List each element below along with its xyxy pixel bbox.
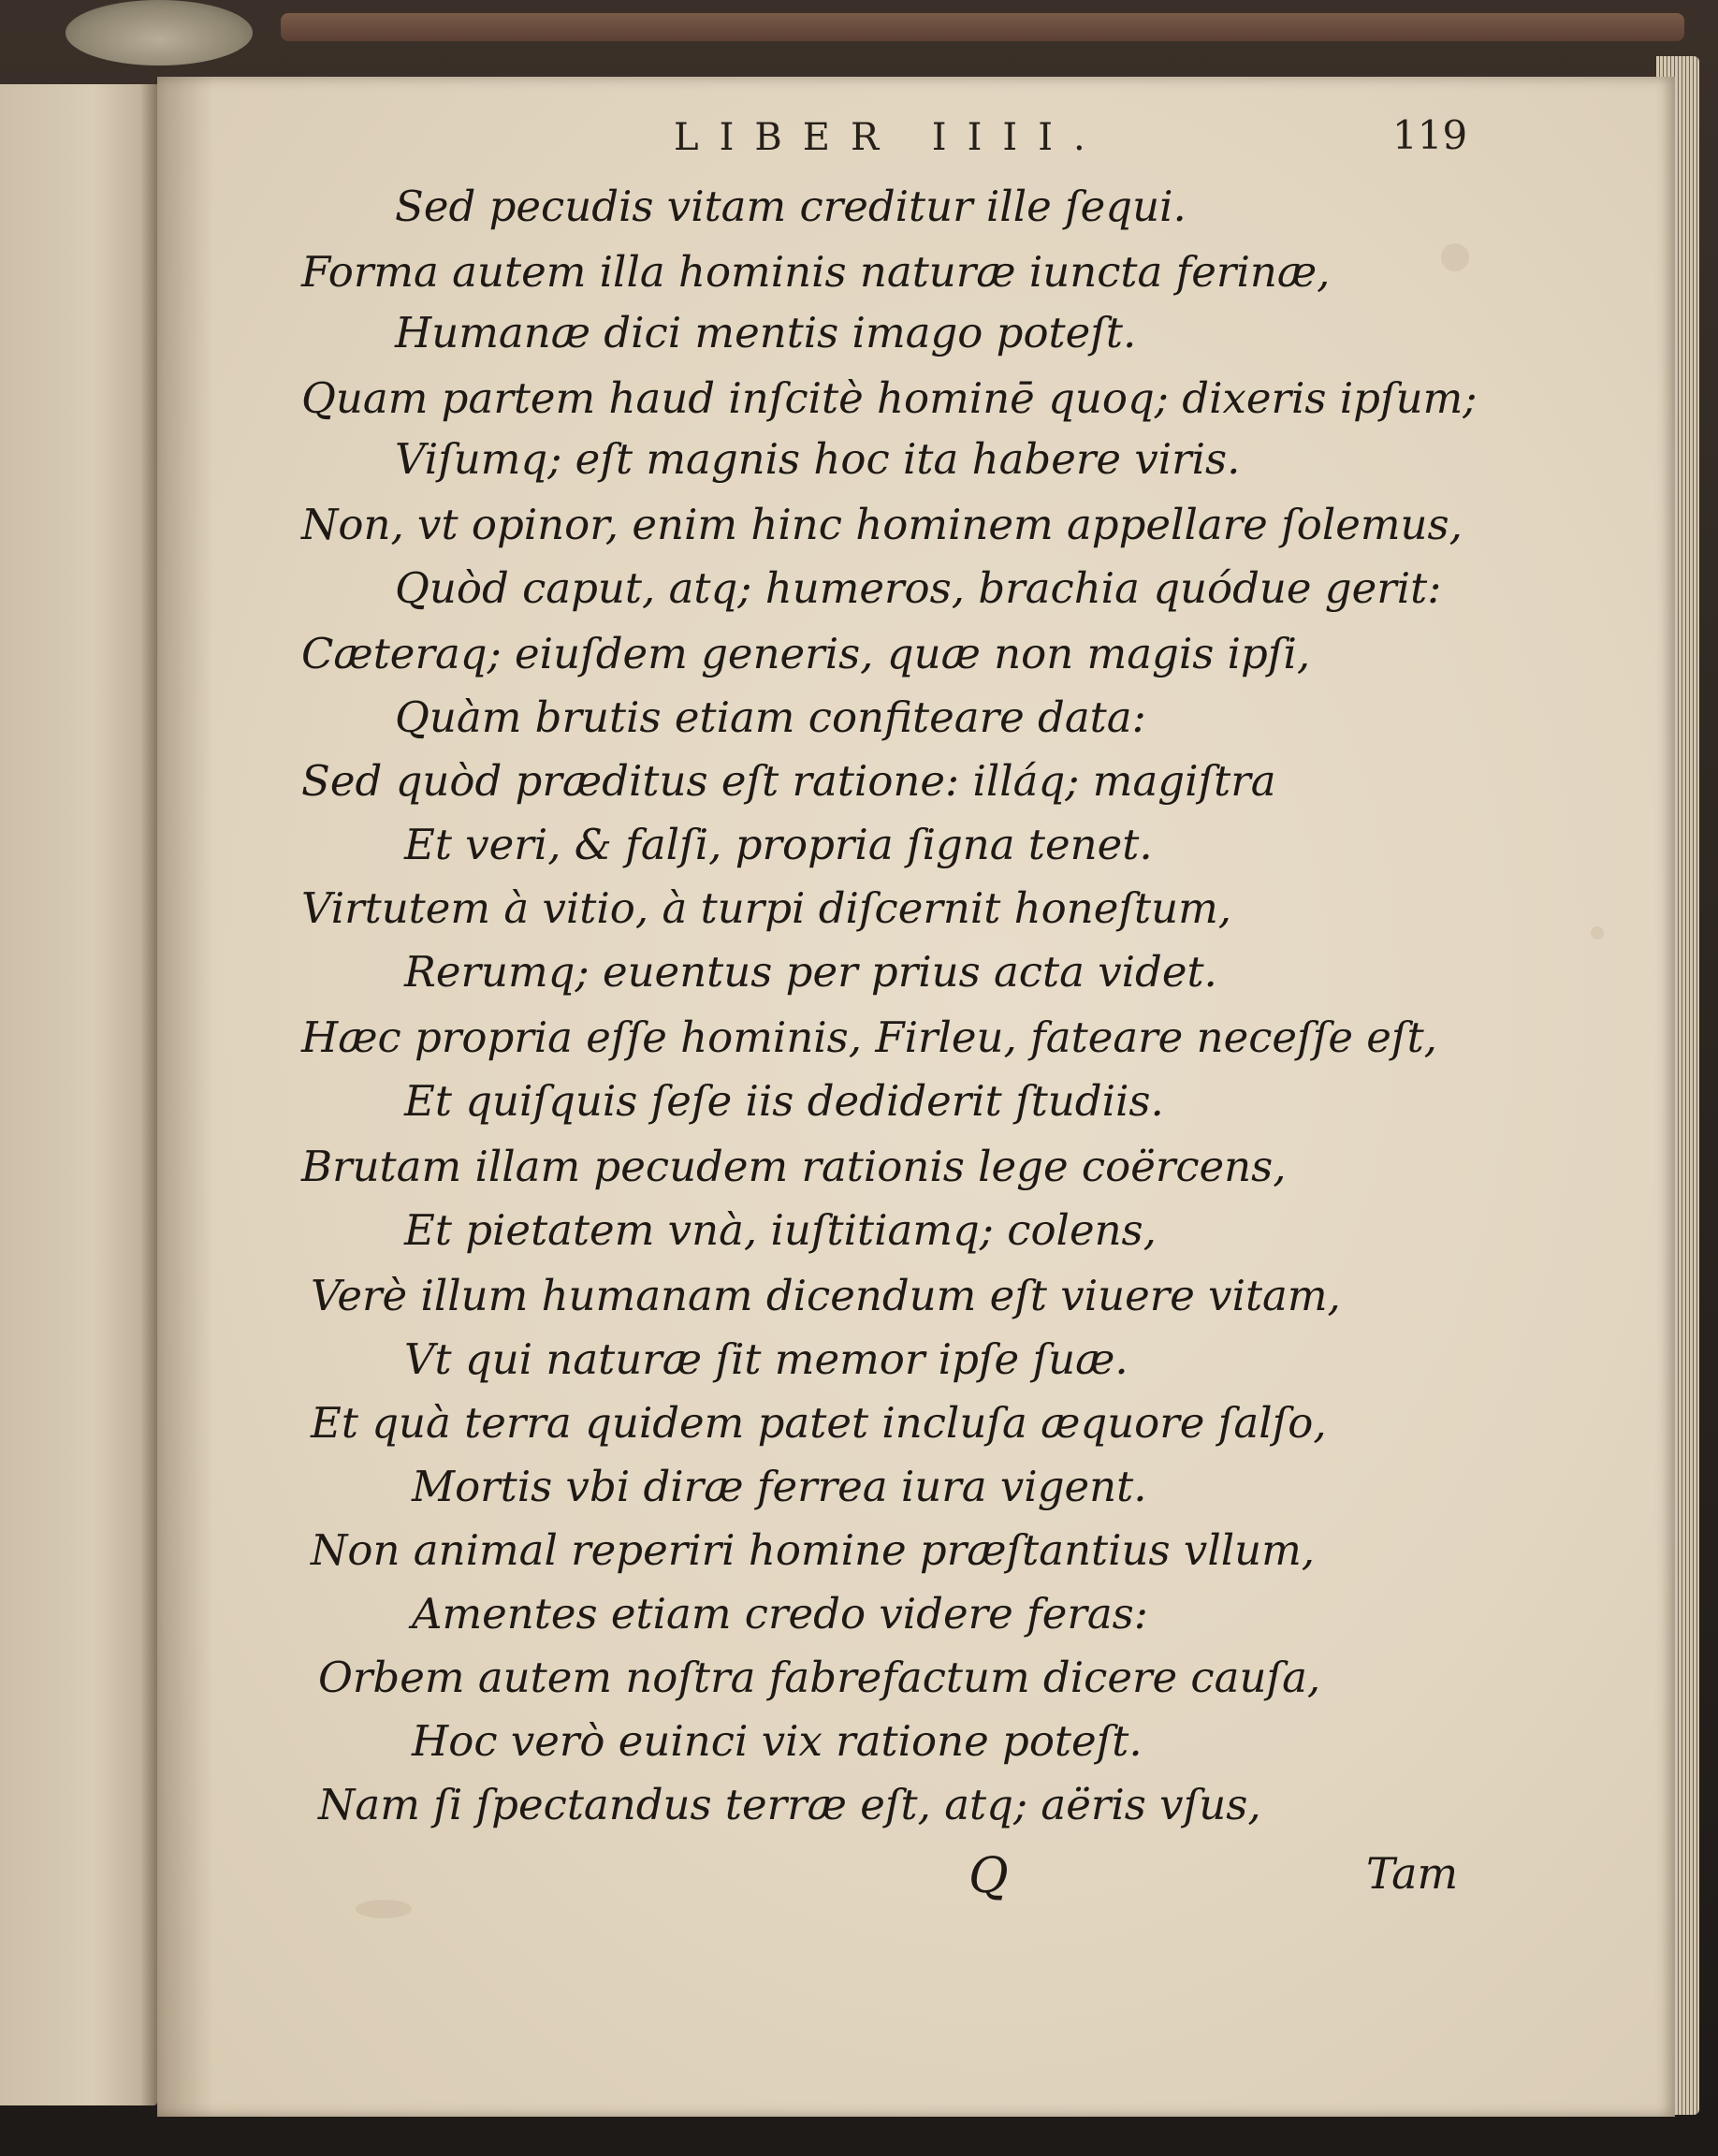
verse-line: Hæc propria eſſe hominis, Firleu, fateare neceſſe eſt,	[301, 1012, 1437, 1062]
page-number: 119	[1392, 112, 1468, 158]
verse-line: Non, vt opinor, enim hinc hominem appellare ſolemus,	[301, 500, 1463, 549]
verse-line: Quàm brutis etiam confiteare data:	[395, 692, 1146, 742]
verse-line: Forma autem illa hominis naturæ iuncta ferinæ,	[301, 247, 1331, 297]
running-head: LIBER IIII.	[674, 116, 1106, 159]
verse-line: Orbem autem noſtra fabrefactum dicere cauſa,	[318, 1653, 1321, 1702]
verse-line: Vt qui naturæ ſit memor ipſe ſuæ.	[404, 1334, 1128, 1384]
verse-line: Mortis vbi diræ ferrea iura vigent.	[412, 1462, 1147, 1511]
verse-line: Sed pecudis vitam creditur ille ſequi.	[395, 182, 1187, 231]
verse-line: Et veri, & falſi, propria ſigna tenet.	[404, 820, 1153, 869]
verse-line: Verè illum humanam dicendum eſt viuere vitam,	[311, 1271, 1341, 1320]
verse-line: Sed quòd præditus eſt ratione: illáq; magiſtra	[301, 756, 1276, 806]
verse-line: Et quiſquis ſeſe iis dediderit ſtudiis.	[404, 1076, 1164, 1126]
catchword: Tam	[1366, 1848, 1459, 1899]
verse-line: Et pietatem vnà, iuſtitiamq; colens,	[404, 1205, 1157, 1255]
verse-line: Et quà terra quidem patet incluſa æquore ſalſo,	[311, 1398, 1327, 1448]
verse-line: Brutam illam pecudem rationis lege coërcens,	[301, 1142, 1287, 1191]
verse-line: Viſumq; eſt magnis hoc ita habere viris.	[395, 434, 1241, 484]
signature-mark: Q	[968, 1848, 1009, 1904]
verse-line: Quòd caput, atq; humeros, brachia quódue gerit:	[395, 563, 1442, 613]
verse-line: Rerumq; euentus per prius acta videt.	[404, 947, 1217, 997]
verse-line: Hoc verò euinci vix ratione poteſt.	[412, 1716, 1143, 1766]
verse-line: Humanæ dici mentis imago poteſt.	[395, 308, 1137, 357]
verse-line: Amentes etiam credo videre feras:	[412, 1589, 1148, 1639]
verse-line: Nam ſi ſpectandus terræ eſt, atq; aëris vſus,	[318, 1780, 1261, 1829]
verse-line: Virtutem à vitio, à turpi diſcernit honeſtum,	[301, 883, 1232, 933]
verse-line: Quam partem haud inſcitè hominē quoq; dixeris ipſum;	[301, 373, 1478, 423]
verse-line: Cæteraq; eiuſdem generis, quæ non magis ipſi,	[301, 629, 1311, 678]
verse-line: Non animal reperiri homine præſtantius vllum,	[311, 1525, 1316, 1575]
